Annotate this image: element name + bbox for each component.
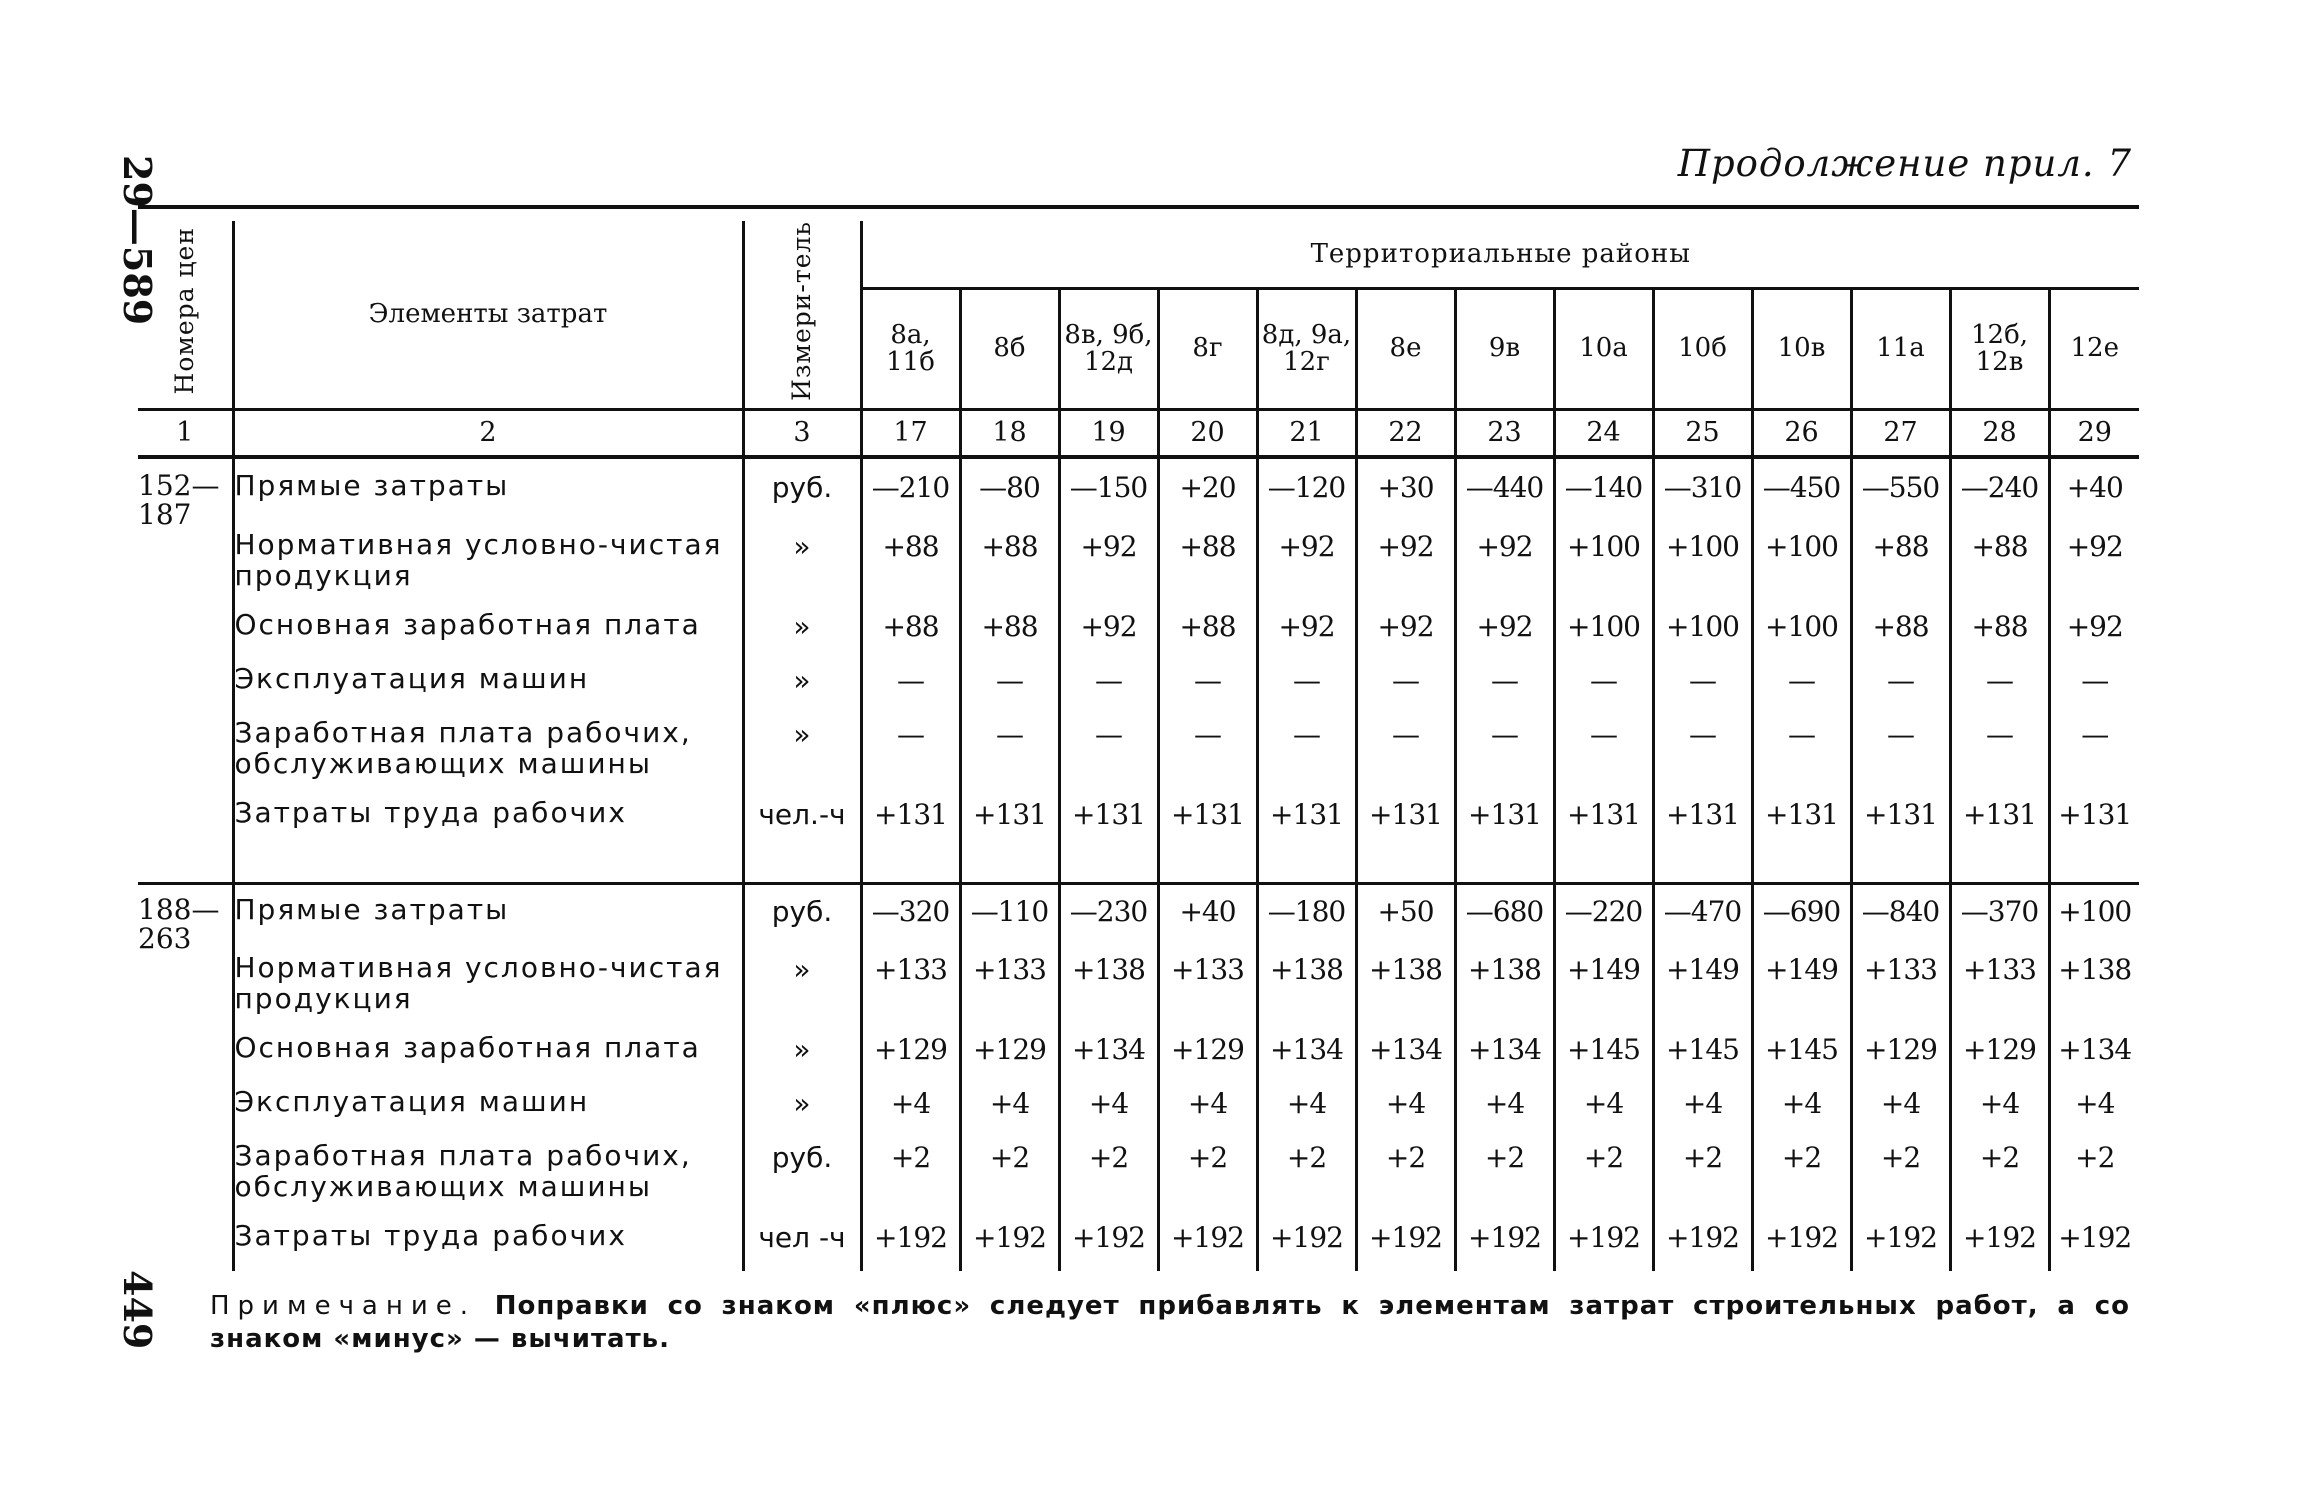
table-header <box>138 207 2139 457</box>
adjustment-value: +88 <box>1158 530 1257 610</box>
cost-element: Основная заработная плата <box>233 610 743 664</box>
adjustment-value: — <box>1554 664 1653 718</box>
adjustment-value: +131 <box>1059 798 1158 848</box>
adjustment-value: — <box>1554 718 1653 798</box>
adjustment-value: —120 <box>1257 471 1356 530</box>
adjustment-value: +131 <box>1554 798 1653 848</box>
unit: » <box>743 1087 861 1141</box>
header-district: 8в, 9б, 12д <box>1059 289 1158 410</box>
table-row <box>138 1087 2139 1141</box>
adjustment-value: +92 <box>1257 610 1356 664</box>
table-row <box>138 1221 2139 1271</box>
unit: » <box>743 610 861 664</box>
adjustment-value: +4 <box>861 1087 960 1141</box>
adjustment-value: —220 <box>1554 895 1653 954</box>
adjustment-value: +100 <box>1653 530 1752 610</box>
adjustment-value: +138 <box>1356 953 1455 1033</box>
adjustment-value: — <box>1653 718 1752 798</box>
column-index: 24 <box>1554 409 1653 457</box>
adjustment-value: —680 <box>1455 895 1554 954</box>
adjustment-value: —440 <box>1455 471 1554 530</box>
table-body <box>138 457 2139 1272</box>
adjustment-value: +133 <box>1158 953 1257 1033</box>
adjustment-value: +88 <box>960 610 1059 664</box>
column-index: 1 <box>138 409 233 457</box>
unit: » <box>743 530 861 610</box>
adjustment-value: +129 <box>1158 1033 1257 1087</box>
adjustment-value: +133 <box>960 953 1059 1033</box>
adjustment-value: +133 <box>1851 953 1950 1033</box>
adjustment-value: +133 <box>861 953 960 1033</box>
adjustment-value: +4 <box>960 1087 1059 1141</box>
price-number <box>138 530 233 610</box>
adjustment-value: +2 <box>2075 1141 2115 1175</box>
adjustment-value: +138 <box>2058 953 2132 987</box>
adjustment-value: +92 <box>1455 530 1554 610</box>
page-number: 449 <box>115 1270 160 1350</box>
adjustment-value: — <box>960 718 1059 798</box>
adjustment-value: +88 <box>1851 530 1950 610</box>
header-unit: Измери-тель <box>743 221 861 409</box>
unit: руб. <box>743 895 861 954</box>
adjustment-value: +192 <box>1950 1221 2049 1271</box>
price-number <box>138 953 233 1033</box>
adjustment-value: —840 <box>1851 895 1950 954</box>
adjustment-value: —110 <box>960 895 1059 954</box>
adjustment-value: +192 <box>1653 1221 1752 1271</box>
price-number <box>138 610 233 664</box>
cost-element: Затраты труда рабочих <box>233 798 743 848</box>
header-district: 10б <box>1653 289 1752 410</box>
cost-element: Нормативная условно-чистая продукция <box>233 953 743 1033</box>
adjustment-value: +4 <box>1257 1087 1356 1141</box>
header-district: 10в <box>1752 289 1851 410</box>
adjustment-value: +131 <box>1851 798 1950 848</box>
adjustment-value: — <box>960 664 1059 718</box>
table-row <box>138 530 2139 610</box>
column-index: 26 <box>1752 409 1851 457</box>
adjustment-value: +88 <box>1158 610 1257 664</box>
adjustment-value: +92 <box>2066 529 2123 563</box>
price-number <box>138 1221 233 1271</box>
price-number <box>138 798 233 848</box>
adjustment-value: +192 <box>1059 1221 1158 1271</box>
adjustment-value: —690 <box>1752 895 1851 954</box>
unit: » <box>743 718 861 798</box>
adjustment-value: +100 <box>1554 530 1653 610</box>
adjustment-value: —450 <box>1752 471 1851 530</box>
adjustment-value: +100 <box>1752 610 1851 664</box>
table-row <box>138 1141 2139 1221</box>
unit: » <box>743 664 861 718</box>
adjustment-value: —310 <box>1653 471 1752 530</box>
adjustment-value: +2 <box>1059 1141 1158 1221</box>
adjustment-value: —320 <box>861 895 960 954</box>
adjustment-value: +2 <box>1158 1141 1257 1221</box>
price-number: 188— 263 <box>138 895 233 954</box>
adjustment-value: +129 <box>960 1033 1059 1087</box>
adjustment-value: +131 <box>1950 798 2049 848</box>
adjustment-value: +131 <box>2058 797 2132 831</box>
adjustment-value: +138 <box>1455 953 1554 1033</box>
adjustment-value: +134 <box>1257 1033 1356 1087</box>
price-number: 152— 187 <box>138 471 233 530</box>
header-district: 12б, 12в <box>1950 289 2049 410</box>
table-row <box>138 953 2139 1033</box>
adjustment-value: — <box>1752 664 1851 718</box>
adjustment-value: +4 <box>1653 1087 1752 1141</box>
header-district: 8г <box>1158 289 1257 410</box>
header-district: 11а <box>1851 289 1950 410</box>
adjustment-value: +4 <box>1554 1087 1653 1141</box>
adjustment-value: +92 <box>1356 530 1455 610</box>
adjustment-value: +192 <box>1356 1221 1455 1271</box>
price-number <box>138 1141 233 1221</box>
adjustment-value: — <box>2081 717 2109 751</box>
column-index: 3 <box>743 409 861 457</box>
adjustment-value: +2 <box>1950 1141 2049 1221</box>
adjustment-value: — <box>1950 718 2049 798</box>
adjustment-value: —210 <box>861 471 960 530</box>
adjustment-value: +4 <box>1059 1087 1158 1141</box>
column-index: 18 <box>960 409 1059 457</box>
price-number <box>138 718 233 798</box>
adjustment-value: +192 <box>1158 1221 1257 1271</box>
adjustment-value: +149 <box>1752 953 1851 1033</box>
adjustment-value: +88 <box>861 610 960 664</box>
header-district: 8б <box>960 289 1059 410</box>
adjustment-value: —180 <box>1257 895 1356 954</box>
header-district: 8а, 11б <box>861 289 960 410</box>
adjustment-value: +88 <box>1950 530 2049 610</box>
cost-adjustment-table <box>138 205 2139 1271</box>
adjustment-value: — <box>1851 718 1950 798</box>
price-number <box>138 1033 233 1087</box>
adjustment-value: +40 <box>2066 470 2123 504</box>
adjustment-value: +192 <box>861 1221 960 1271</box>
adjustment-value: +4 <box>1950 1087 2049 1141</box>
unit: » <box>743 953 861 1033</box>
adjustment-value: +149 <box>1554 953 1653 1033</box>
column-index: 22 <box>1356 409 1455 457</box>
cost-element: Прямые затраты <box>233 471 743 530</box>
column-index: 20 <box>1158 409 1257 457</box>
adjustment-value: +129 <box>1851 1033 1950 1087</box>
cost-element: Основная заработная плата <box>233 1033 743 1087</box>
price-number <box>138 1087 233 1141</box>
unit: руб. <box>743 471 861 530</box>
cost-element: Заработная плата рабочих, обслуживающих машины <box>233 1141 743 1221</box>
adjustment-value: +2 <box>1653 1141 1752 1221</box>
adjustment-value: +50 <box>1356 895 1455 954</box>
adjustment-value: —240 <box>1950 471 2049 530</box>
adjustment-value: +2 <box>1257 1141 1356 1221</box>
header-district: 9в <box>1455 289 1554 410</box>
adjustment-value: +92 <box>1356 610 1455 664</box>
adjustment-value: +145 <box>1752 1033 1851 1087</box>
adjustment-value: +4 <box>1455 1087 1554 1141</box>
adjustment-value: +131 <box>861 798 960 848</box>
header-cost-elements: Элементы затрат <box>233 221 743 409</box>
adjustment-value: +192 <box>1851 1221 1950 1271</box>
adjustment-value: +131 <box>1158 798 1257 848</box>
adjustment-value: —550 <box>1851 471 1950 530</box>
adjustment-value: +2 <box>960 1141 1059 1221</box>
adjustment-value: — <box>1851 664 1950 718</box>
adjustment-value: +131 <box>1455 798 1554 848</box>
adjustment-value: +134 <box>1455 1033 1554 1087</box>
adjustment-value: +2 <box>1455 1141 1554 1221</box>
adjustment-value: — <box>1158 664 1257 718</box>
column-index: 28 <box>1950 409 2049 457</box>
adjustment-value: —470 <box>1653 895 1752 954</box>
adjustment-value: +134 <box>1059 1033 1158 1087</box>
adjustment-value: —140 <box>1554 471 1653 530</box>
footnote <box>210 1290 2130 1355</box>
column-index: 2 <box>233 409 743 457</box>
adjustment-value: +88 <box>960 530 1059 610</box>
adjustment-value: — <box>1158 718 1257 798</box>
adjustment-value: — <box>1455 664 1554 718</box>
cost-element: Затраты труда рабочих <box>233 1221 743 1271</box>
adjustment-value: +145 <box>1554 1033 1653 1087</box>
adjustment-value: +4 <box>1851 1087 1950 1141</box>
adjustment-value: +40 <box>1158 895 1257 954</box>
footnote-text: Поправки со знаком «плюс» следует прибавлять к элементам затрат строительных работ, а со знаком «минус» — вычитать. <box>210 1291 2130 1354</box>
page-code-top: 29—589 <box>115 155 160 326</box>
adjustment-value: +145 <box>1653 1033 1752 1087</box>
adjustment-value: — <box>1356 664 1455 718</box>
adjustment-value: — <box>861 664 960 718</box>
adjustment-value: +129 <box>1950 1033 2049 1087</box>
adjustment-value: +2 <box>1752 1141 1851 1221</box>
unit: чел -ч <box>743 1221 861 1271</box>
adjustment-value: — <box>1059 664 1158 718</box>
adjustment-value: —370 <box>1950 895 2049 954</box>
adjustment-value: +4 <box>1752 1087 1851 1141</box>
adjustment-value: +138 <box>1059 953 1158 1033</box>
adjustment-value: — <box>2081 663 2109 697</box>
adjustment-value: — <box>1455 718 1554 798</box>
adjustment-value: +192 <box>1455 1221 1554 1271</box>
adjustment-value: — <box>1257 664 1356 718</box>
adjustment-value: +2 <box>861 1141 960 1221</box>
unit: » <box>743 1033 861 1087</box>
adjustment-value: +131 <box>1653 798 1752 848</box>
adjustment-value: +20 <box>1158 471 1257 530</box>
adjustment-value: +134 <box>2058 1033 2132 1067</box>
adjustment-value: +92 <box>1455 610 1554 664</box>
header-price-number: Номера цен <box>138 221 233 409</box>
adjustment-value: — <box>1653 664 1752 718</box>
header-district: 10а <box>1554 289 1653 410</box>
table-row <box>138 798 2139 848</box>
column-index: 23 <box>1455 409 1554 457</box>
adjustment-value: +133 <box>1950 953 2049 1033</box>
cost-element: Эксплуатация машин <box>233 1087 743 1141</box>
adjustment-value: +92 <box>1059 530 1158 610</box>
header-territorial-districts: Территориальные районы <box>861 221 2139 289</box>
adjustment-value: — <box>1950 664 2049 718</box>
column-index: 25 <box>1653 409 1752 457</box>
adjustment-value: +2 <box>1356 1141 1455 1221</box>
adjustment-value: +88 <box>861 530 960 610</box>
header-district: 8е <box>1356 289 1455 410</box>
column-index: 29 <box>2049 409 2139 457</box>
adjustment-value: +2 <box>1554 1141 1653 1221</box>
adjustment-value: —150 <box>1059 471 1158 530</box>
column-index: 17 <box>861 409 960 457</box>
adjustment-value: +192 <box>1257 1221 1356 1271</box>
footnote-label: Примечание. <box>210 1291 477 1321</box>
continuation-title: Продолжение прил. 7 <box>1677 142 2132 185</box>
adjustment-value: +192 <box>2058 1221 2132 1255</box>
adjustment-value: +100 <box>1554 610 1653 664</box>
adjustment-value: +131 <box>960 798 1059 848</box>
column-index: 19 <box>1059 409 1158 457</box>
header-district: 12е <box>2070 333 2119 364</box>
adjustment-value: +92 <box>1257 530 1356 610</box>
adjustment-value: +149 <box>1653 953 1752 1033</box>
adjustment-value: +134 <box>1356 1033 1455 1087</box>
adjustment-value: +192 <box>960 1221 1059 1271</box>
cost-element: Эксплуатация машин <box>233 664 743 718</box>
adjustment-value: +4 <box>2075 1087 2115 1121</box>
adjustment-value: +192 <box>1554 1221 1653 1271</box>
cost-element: Нормативная условно-чистая продукция <box>233 530 743 610</box>
header-district: 8д, 9а, 12г <box>1257 289 1356 410</box>
table-row <box>138 610 2139 664</box>
table-row <box>138 664 2139 718</box>
price-number <box>138 664 233 718</box>
adjustment-value: — <box>1059 718 1158 798</box>
adjustment-value: —230 <box>1059 895 1158 954</box>
adjustment-value: +30 <box>1356 471 1455 530</box>
adjustment-value: —80 <box>960 471 1059 530</box>
adjustment-value: +138 <box>1257 953 1356 1033</box>
unit: чел.-ч <box>743 798 861 848</box>
adjustment-value: +131 <box>1257 798 1356 848</box>
adjustment-value: +100 <box>1752 530 1851 610</box>
adjustment-value: +100 <box>1653 610 1752 664</box>
adjustment-value: +4 <box>1158 1087 1257 1141</box>
unit: руб. <box>743 1141 861 1221</box>
cost-element: Заработная плата рабочих, обслуживающих машины <box>233 718 743 798</box>
table-row <box>138 718 2139 798</box>
adjustment-value: +92 <box>2066 609 2123 643</box>
adjustment-value: — <box>861 718 960 798</box>
adjustment-value: — <box>1356 718 1455 798</box>
adjustment-value: +88 <box>1851 610 1950 664</box>
adjustment-value: +92 <box>1059 610 1158 664</box>
adjustment-value: +131 <box>1752 798 1851 848</box>
table-row <box>138 1033 2139 1087</box>
adjustment-value: +100 <box>2058 894 2132 928</box>
table-row <box>138 895 2139 954</box>
adjustment-value: — <box>1257 718 1356 798</box>
cost-element: Прямые затраты <box>233 895 743 954</box>
adjustment-value: +88 <box>1950 610 2049 664</box>
adjustment-value: +2 <box>1851 1141 1950 1221</box>
adjustment-value: +131 <box>1356 798 1455 848</box>
table-row <box>138 471 2139 530</box>
column-index: 21 <box>1257 409 1356 457</box>
adjustment-value: +192 <box>1752 1221 1851 1271</box>
adjustment-value: +4 <box>1356 1087 1455 1141</box>
adjustment-value: — <box>1752 718 1851 798</box>
adjustment-value: +129 <box>861 1033 960 1087</box>
column-index: 27 <box>1851 409 1950 457</box>
